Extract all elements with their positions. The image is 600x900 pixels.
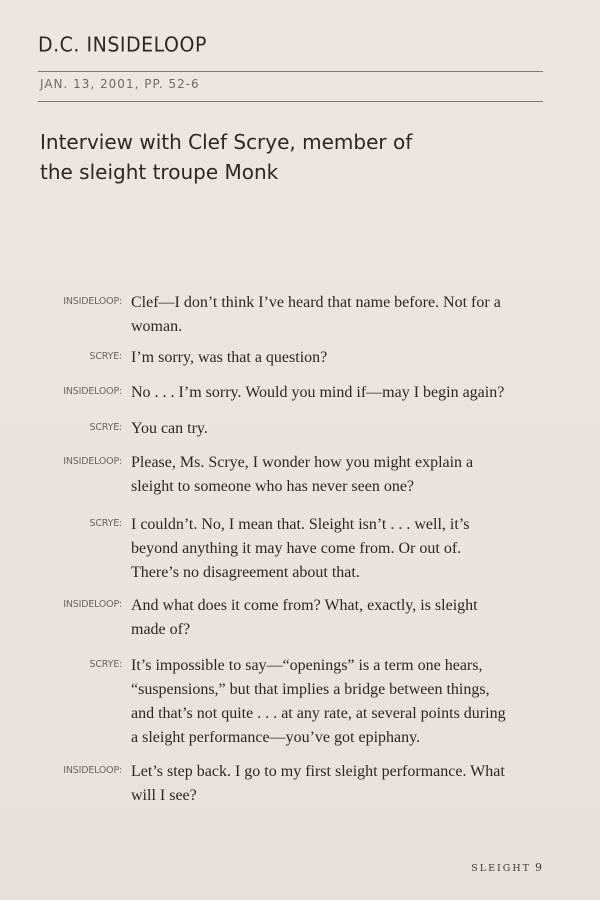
dialogue-line: made of? [131, 621, 191, 638]
running-title: SLEIGHT [471, 863, 531, 874]
dialogue-line: No . . . I’m sorry. Would you mind if—may I begin again? [131, 384, 505, 401]
dateline: JAN. 13, 2001, PP. 52-6 [40, 77, 200, 91]
dialogue-line: will I see? [131, 787, 197, 804]
dialogue-line: There’s no disagreement about that. [131, 564, 360, 581]
interview-headline [40, 127, 440, 187]
headline-line: Interview with Clef Scrye, member of [40, 130, 413, 154]
speaker-label: INSIDELOOP: [63, 765, 122, 776]
dialogue-line: Please, Ms. Scrye, I wonder how you might explain a [131, 454, 474, 471]
top-rule [38, 71, 543, 72]
page-number: 9 [535, 861, 542, 874]
dialogue-line: And what does it come from? What, exactly, is sleight [131, 597, 478, 614]
speaker-label: INSIDELOOP: [63, 456, 122, 467]
dialogue-line: Clef—I don’t think I’ve heard that name before. Not for a [131, 294, 501, 311]
speaker-label: INSIDELOOP: [63, 296, 122, 307]
dialogue-line: beyond anything it may have come from. Or out of. [131, 540, 462, 557]
dialogue-line: You can try. [131, 420, 208, 437]
dialogue-line: Let’s step back. I go to my first sleight performance. What [131, 763, 505, 780]
dialogue-line: “suspensions,” but that implies a bridge between things, [131, 681, 490, 698]
bottom-rule [38, 101, 543, 102]
speaker-label: INSIDELOOP: [63, 386, 122, 397]
dialogue-line: I couldn’t. No, I mean that. Sleight isn’t . . . well, it’s [131, 516, 470, 533]
speaker-label: SCRYE: [89, 422, 122, 433]
dialogue-line: and that’s not quite . . . at any rate, at several points during [131, 705, 506, 722]
speaker-label: INSIDELOOP: [63, 599, 122, 610]
dialogue-line: sleight to someone who has never seen one? [131, 478, 415, 495]
speaker-label: SCRYE: [89, 659, 122, 670]
masthead: D.C. INSIDELOOP [38, 33, 207, 57]
dialogue-line: a sleight performance—you’ve got epiphany. [131, 729, 421, 746]
headline-line: the sleight troupe Monk [40, 160, 279, 184]
dialogue-line: I’m sorry, was that a question? [131, 349, 328, 366]
dialogue-line: woman. [131, 318, 183, 335]
page-footer [380, 861, 542, 874]
dialogue-line: It’s impossible to say—“openings” is a term one hears, [131, 657, 483, 674]
speaker-label: SCRYE: [89, 518, 122, 529]
speaker-label: SCRYE: [89, 351, 122, 362]
